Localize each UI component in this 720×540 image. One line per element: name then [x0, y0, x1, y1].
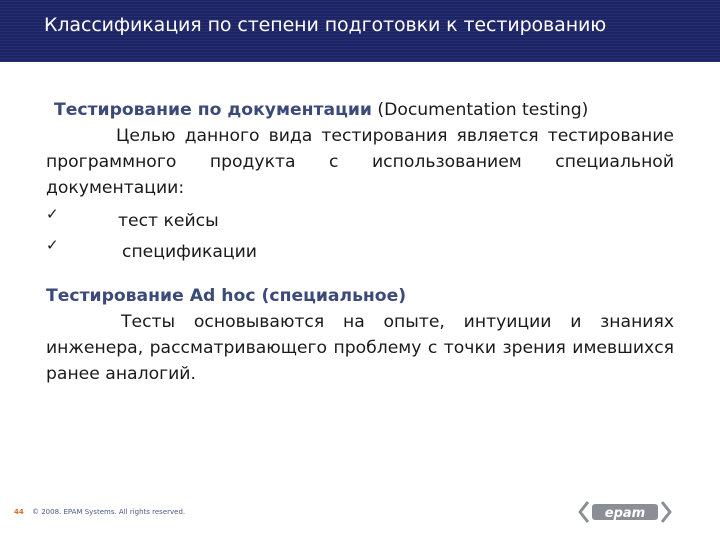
copyright-text: © 2008. EPAM Systems. All rights reserved.	[31, 508, 186, 516]
list-item	[46, 201, 674, 232]
section-paragraph: Тесты основываются на опыте, интуиции и знаниях инженера, рассматривающего проблему с точки зрения имевшихся ранее аналогий.	[46, 312, 674, 384]
section-title: Тестирование Ad hoc (специальное)	[46, 286, 407, 306]
section-paragraph: Целью данного вида тестирования является тестирование программного продукта с использованием специальной документации:	[46, 126, 674, 198]
section-title: Тестирование по документации	[54, 100, 372, 120]
slide-title: Классификация по степени подготовки к тестированию	[44, 14, 607, 36]
list-item	[46, 232, 674, 263]
list-item-label: спецификации	[122, 242, 257, 262]
page-number: 44	[14, 508, 24, 516]
slide-content	[46, 97, 674, 387]
logo-text: epam	[604, 506, 646, 521]
section-heading-documentation	[46, 97, 674, 123]
section-heading-adhoc	[46, 283, 674, 309]
section-title-english: (Documentation testing)	[371, 100, 589, 120]
title-bar	[0, 0, 720, 62]
checkmark-icon: ✓	[46, 205, 59, 223]
list-item-label: тест кейсы	[118, 211, 219, 231]
slide-footer	[14, 508, 185, 516]
epam-logo-icon	[578, 500, 672, 524]
checkmark-icon: ✓	[46, 236, 59, 254]
